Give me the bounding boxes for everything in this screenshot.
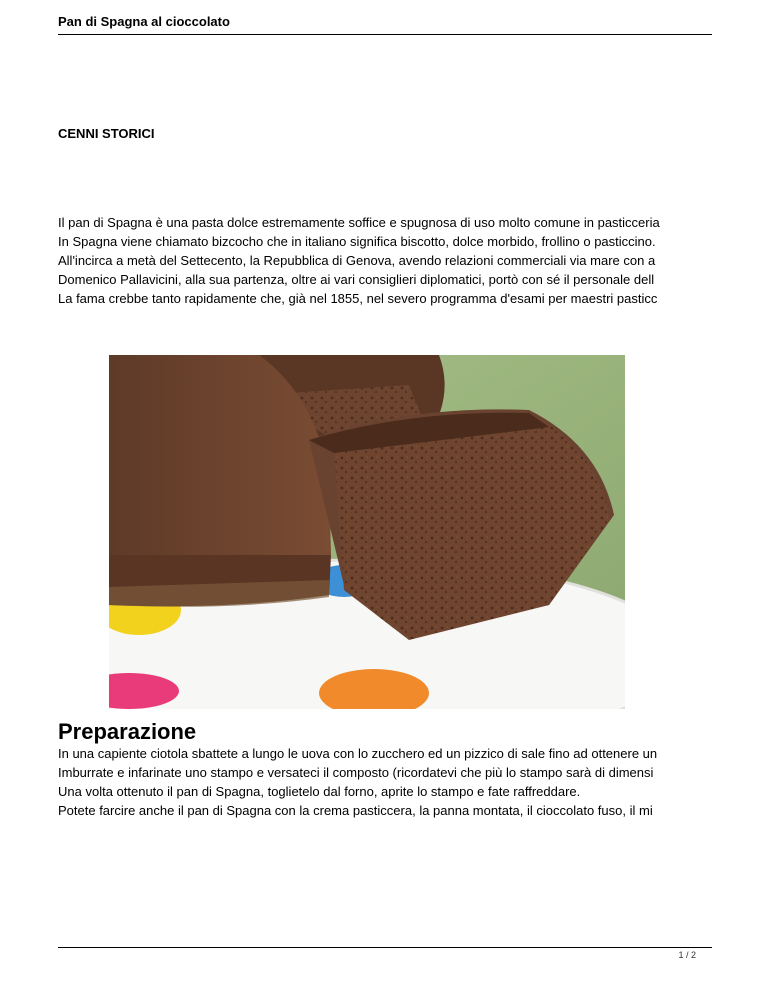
preparation-heading: Preparazione [58,719,197,744]
preparation-line: Imburrate e infarinate uno stampo e versateci il composto (ricordatevi che più lo stampo sarà di dimensi [58,765,654,780]
preparation-line: Una volta ottenuto il pan di Spagna, toglietelo dal forno, aprite lo stampo e fate raffreddare. [58,784,581,799]
history-line: Il pan di Spagna è una pasta dolce estremamente soffice e spugnosa di uso molto comune in pasticceria [58,215,660,230]
cake-photo [109,355,625,709]
section-heading: CENNI STORICI [58,126,155,141]
page-number: 1 / 2 [678,950,696,960]
history-paragraph [58,213,768,308]
footer-divider [58,947,712,948]
preparation-line: Potete farcire anche il pan di Spagna con la crema pasticcera, la panna montata, il cioccolato fuso, il mi [58,803,653,818]
page-header-title: Pan di Spagna al cioccolato [58,14,230,29]
history-line: La fama crebbe tanto rapidamente che, già nel 1855, nel severo programma d'esami per maestri pasticc [58,291,658,306]
history-line: Domenico Pallavicini, alla sua partenza, oltre ai vari consiglieri diplomatici, portò con sé il personale dell [58,272,655,287]
preparation-paragraph [58,744,768,820]
header-divider [58,34,712,35]
history-line: In Spagna viene chiamato bizcocho che in italiano significa biscotto, dolce morbido, frollino o pasticcino. [58,234,656,249]
history-line: All'incirca a metà del Settecento, la Repubblica di Genova, avendo relazioni commerciali via mare con a [58,253,656,268]
preparation-line: In una capiente ciotola sbattete a lungo le uova con lo zucchero ed un pizzico di sale fino ad ottenere un [58,746,658,761]
